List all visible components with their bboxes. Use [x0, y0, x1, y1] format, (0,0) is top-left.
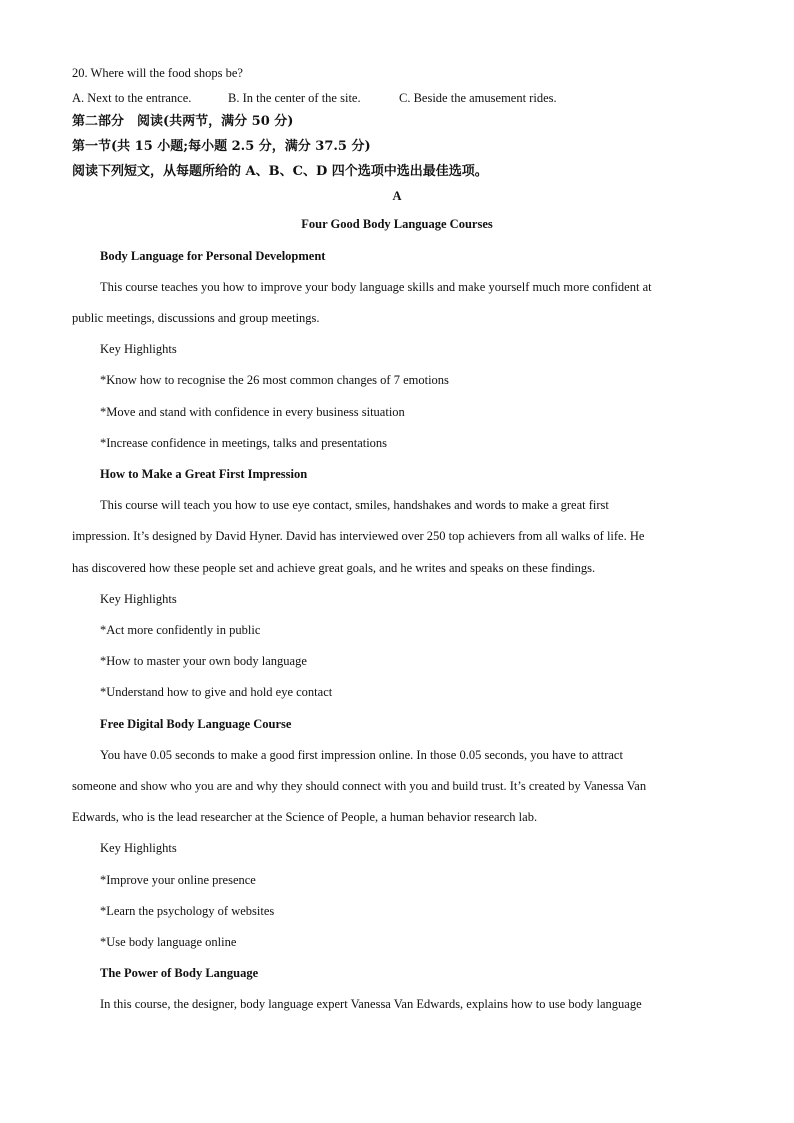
- course-2-highlight-3: *Understand how to give and hold eye contact: [100, 685, 333, 699]
- course-1-highlight-3: *Increase confidence in meetings, talks and presentations: [100, 436, 388, 450]
- course-1-highlight-2: *Move and stand with confidence in every business situation: [100, 405, 405, 419]
- course-1-desc-line-1: This course teaches you how to improve your body language skills and make yourself much more confident at: [100, 280, 652, 294]
- course-4-desc-line-1: In this course, the designer, body language expert Vanessa Van Edwards, explains how to use body language: [100, 997, 642, 1011]
- course-1-desc-line-2: public meetings, discussions and group meetings.: [72, 311, 320, 325]
- course-3-desc-line-2: someone and show who you are and why they should connect with you and build trust. It’s created by Vanessa Van: [72, 779, 647, 793]
- course-2-desc-line-2: impression. It’s designed by David Hyner. David has interviewed over 250 top achievers from all walks of life. He: [72, 529, 645, 543]
- section-header-section1: 第一节(共 15 小题;每小题 2.5 分，满分 37.5 分): [72, 139, 371, 154]
- course-2-highlight-2: *How to master your own body language: [100, 654, 307, 668]
- section-header-part2: 第二部分 阅读(共两节，满分 50 分): [72, 114, 294, 129]
- course-1-highlight-1: *Know how to recognise the 26 most common changes of 7 emotions: [100, 373, 449, 387]
- course-3-desc-line-1: You have 0.05 seconds to make a good first impression online. In those 0.05 seconds, you have to attract: [100, 748, 623, 762]
- course-1-highlights-label: Key Highlights: [100, 342, 177, 356]
- course-3-desc-line-3: Edwards, who is the lead researcher at the Science of People, a human behavior research lab.: [72, 810, 538, 824]
- passage-letter: A: [392, 189, 402, 203]
- course-4-name: The Power of Body Language: [100, 966, 259, 980]
- passage-title: Four Good Body Language Courses: [301, 217, 493, 231]
- question-stem: 20. Where will the food shops be?: [72, 66, 243, 80]
- course-3-highlight-3: *Use body language online: [100, 935, 237, 949]
- course-2-highlights-label: Key Highlights: [100, 592, 177, 606]
- course-3-name: Free Digital Body Language Course: [100, 717, 292, 731]
- course-2-name: How to Make a Great First Impression: [100, 467, 308, 481]
- course-3-highlight-2: *Learn the psychology of websites: [100, 904, 275, 918]
- option-c: C. Beside the amusement rides.: [399, 91, 557, 105]
- course-2-highlight-1: *Act more confidently in public: [100, 623, 261, 637]
- course-2-desc-line-3: has discovered how these people set and achieve great goals, and he writes and speaks on these findings.: [72, 561, 596, 575]
- section-instructions: 阅读下列短文，从每题所给的 A、B、C、D 四个选项中选出最佳选项。: [72, 164, 488, 179]
- course-3-highlight-1: *Improve your online presence: [100, 873, 256, 887]
- course-2-desc-line-1: This course will teach you how to use eye contact, smiles, handshakes and words to make a great first: [100, 498, 609, 512]
- course-1-name: Body Language for Personal Development: [100, 249, 326, 263]
- option-b: B. In the center of the site.: [228, 91, 361, 105]
- course-3-highlights-label: Key Highlights: [100, 841, 177, 855]
- option-a: A. Next to the entrance.: [72, 91, 192, 105]
